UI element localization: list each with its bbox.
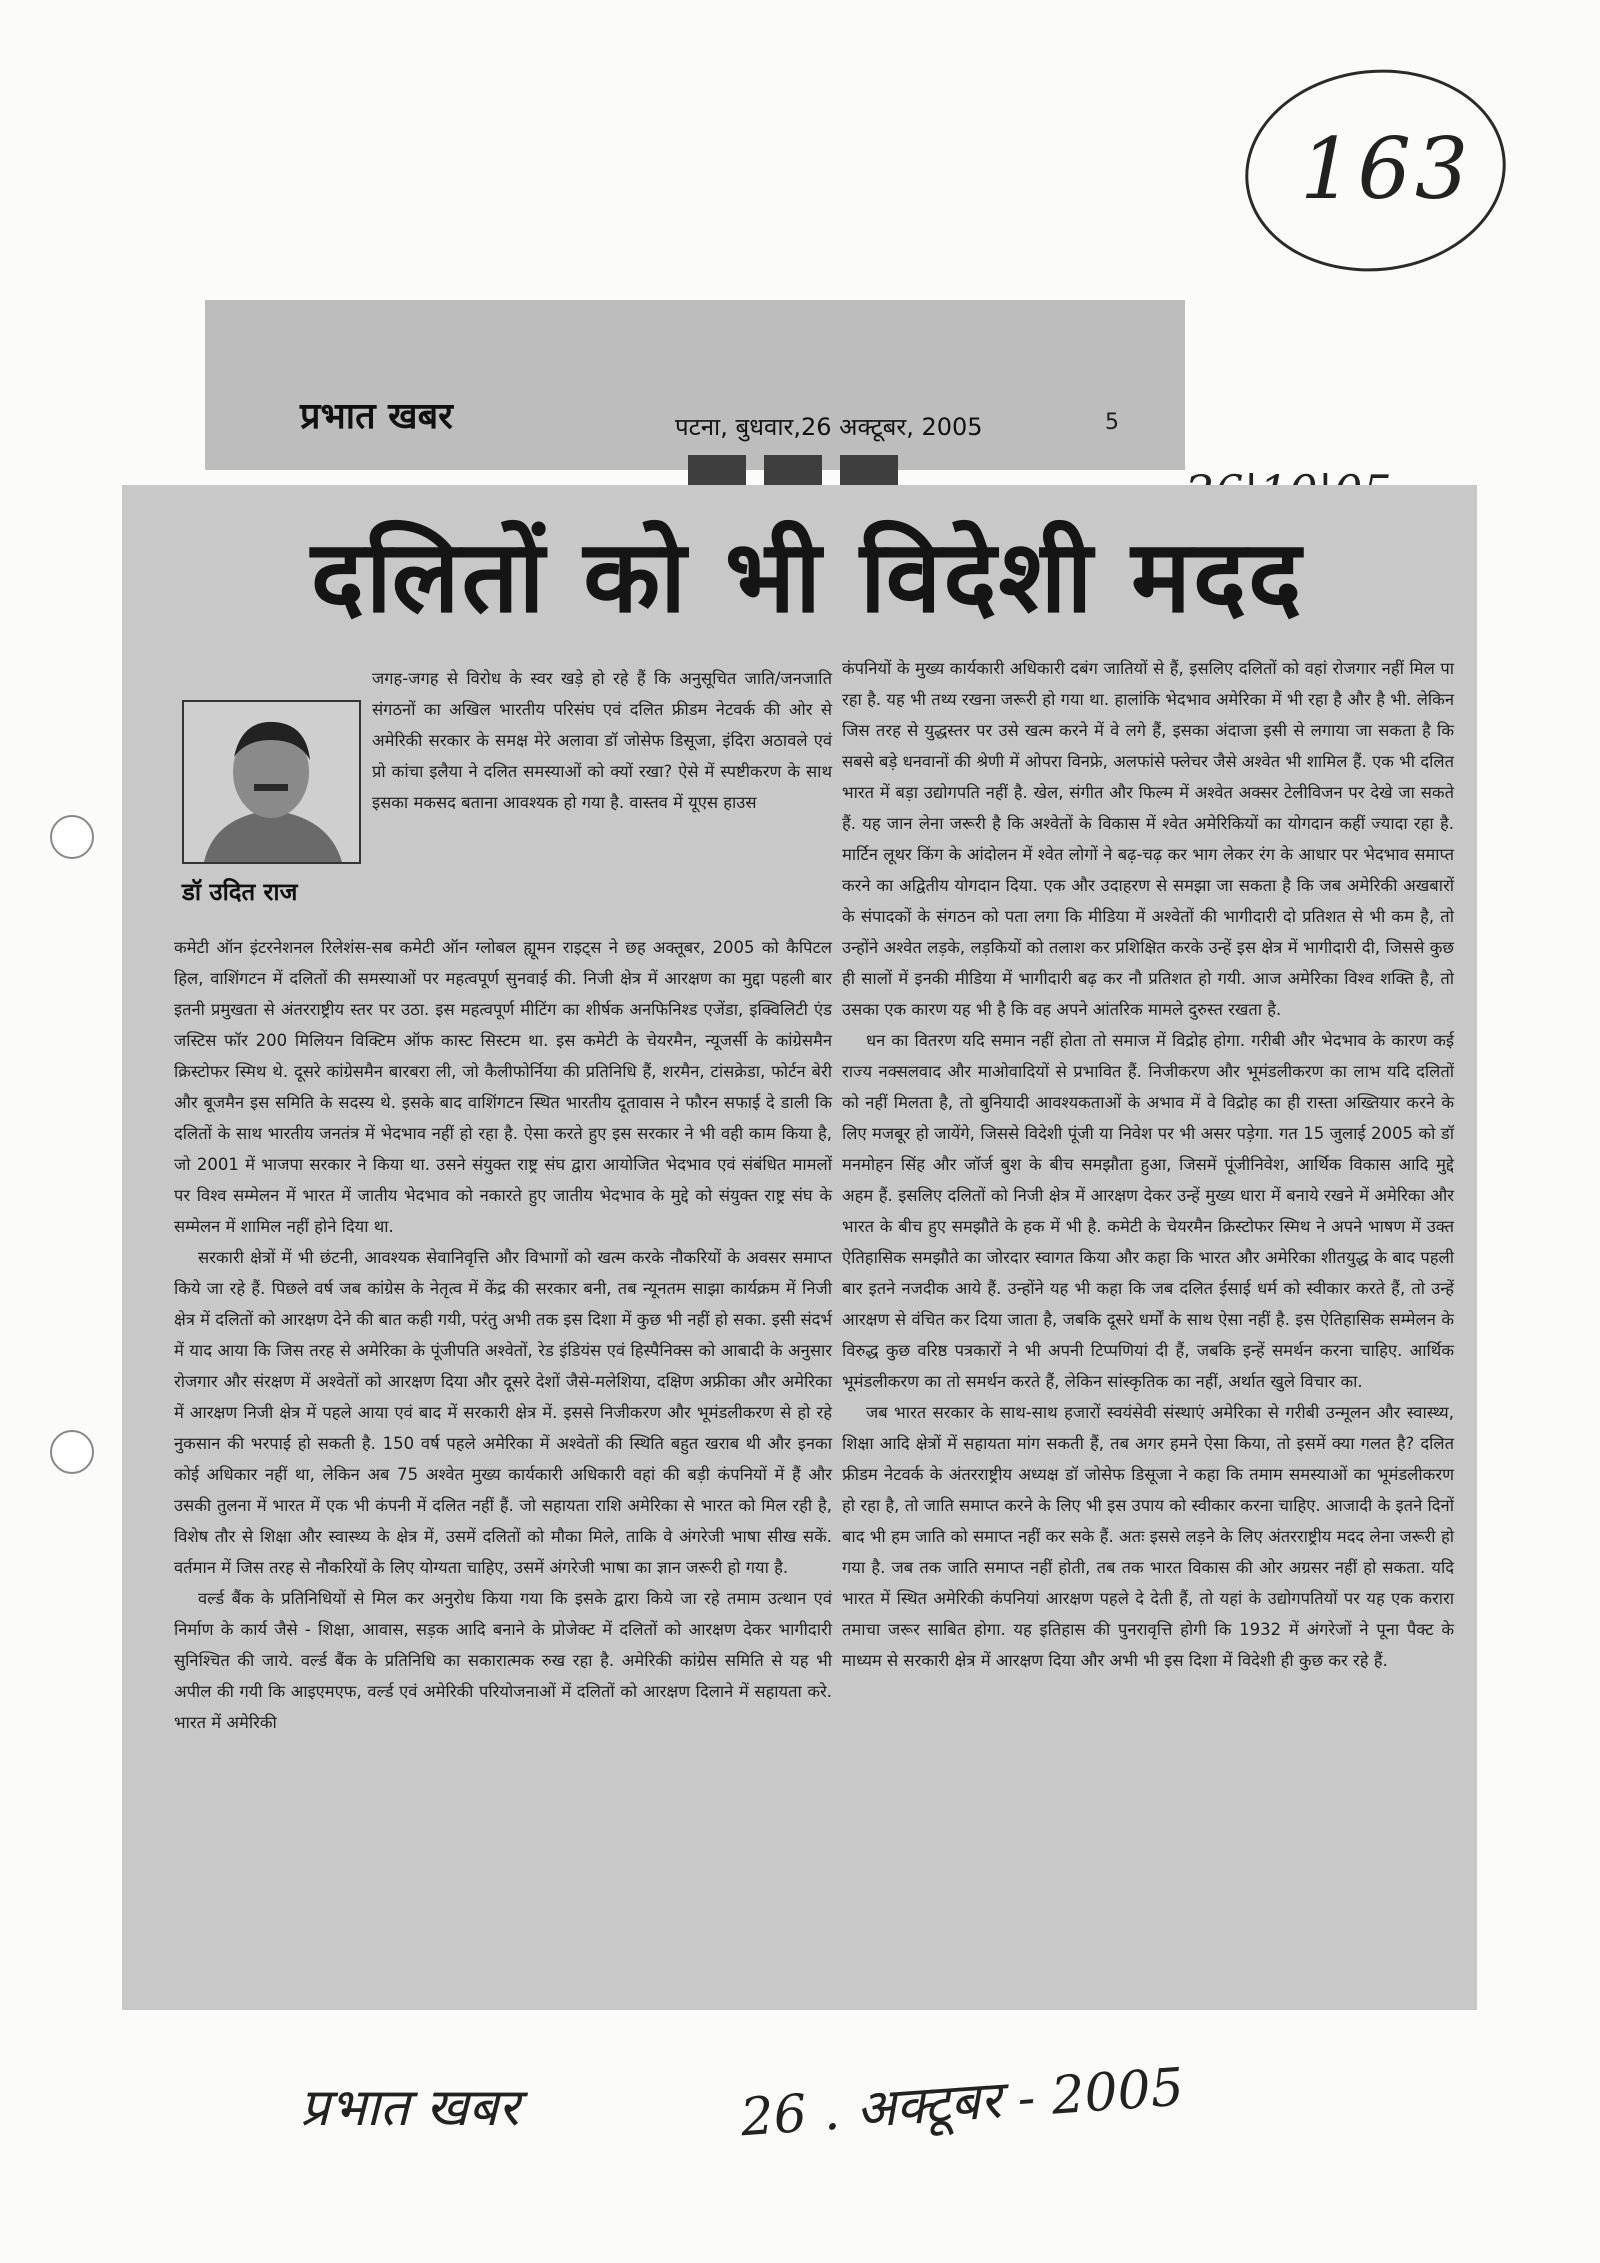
- author-name: डॉ उदित राज: [182, 878, 298, 906]
- section-tab: [840, 455, 898, 485]
- section-tab: [764, 455, 822, 485]
- paragraph: जब भारत सरकार के साथ-साथ हजारों स्वयंसेवी संस्थाएं अमेरिका से गरीबी उन्मूलन और स्वास्थ्य, शिक्षा आदि क्षेत्रों में सहायता मांग सकती हैं, तब अगर हमने ऐसा किया, तो इसमें क्या गलत है? दलित फ्रीडम नेटवर्क के अंतरराष्ट्रीय अध्यक्ष डॉ जोसेफ डिसूजा ने कहा कि तमाम समस्याओं का भूमंडलीकरण हो रहा है, तो जाति समाप्त करने के लिए भी इस उपाय को स्वीकार करना चाहिए. आजादी के इतने दिनों बाद भी हम जाति को समाप्त नहीं कर सके हैं. अतः इससे लड़ने के लिए अंतरराष्ट्रीय मदद लेना जरूरी हो गया है. जब तक जाति समाप्त नहीं होती, तब तक भारत विकास की ओर अग्रसर नहीं हो सकता. यदि भारत में स्थित अमेरिकी कंपनियां आरक्षण पहले दे देती हैं, तो यहां के उद्योगपतियों पर यह एक करारा तमाचा जरूर साबित होगा. यह इतिहास की पुनरावृत्ति होगी कि 1932 में अंगरेजों ने पूना पैक्ट के माध्यम से सरकारी क्षेत्र में आरक्षण दिया और अभी भी इस दिशा में विदेशी ही कुछ कर रहे हैं.: [842, 1403, 1454, 1670]
- paragraph: सरकारी क्षेत्रों में भी छंटनी, आवश्यक सेवानिवृत्ति और विभागों को खत्म करके नौकरियों के अवसर समाप्त किये जा रहे हैं. पिछले वर्ष जब कांग्रेस के नेतृत्व में केंद्र की सरकार बनी, तब न्यूनतम साझा कार्यक्रम में निजी क्षेत्र में दलितों को आरक्षण देने की बात कही गयी, परंतु अभी तक इस दिशा में कुछ भी नहीं हो सका. इसी संदर्भ में याद आया कि जिस तरह से अमेरिका के पूंजीपति अश्वेतों, रेड इंडियंस एवं हिस्पैनिक्स को आबादी के अनुसार रोजगार और संरक्षण में अश्वेतों को आरक्षण दिया और दूसरे देशों जैसे-मलेशिया, दक्षिण अफ्रीका और अमेरिका में आरक्षण निजी क्षेत्र में पहले आया एवं बाद में सरकारी क्षेत्र में. इससे निजीकरण और भूमंडलीकरण से हो रहे नुकसान की भरपाई हो सकती है. 150 वर्ष पहले अमेरिका में अश्वेतों की स्थिति बहुत खराब थी और इनका कोई अधिकार नहीं था, लेकिन अब 75 अश्वेत मुख्य कार्यकारी अधिकारी वहां की बड़ी कंपनियों में हैं और उसकी तुलना में भारत में एक भी कंपनी में दलित नहीं हैं. जो सहायता राशि अमेरिका से भारत को मिल रही है, विशेष तौर से शिक्षा और स्वास्थ्य के क्षेत्र में, उसमें दलितों को मौका मिले, ताकि वे अंगरेजी भाषा सीख सकें. वर्तमान में जिस तरह से नौकरियों के लिए योग्यता चाहिए, उसमें अंगरेजी भाषा का ज्ञान जरूरी हो गया है.: [174, 1248, 832, 1577]
- page-number: 163: [1300, 120, 1473, 218]
- paragraph: कंपनियों के मुख्य कार्यकारी अधिकारी दबंग जातियों से हैं, इसलिए दलितों को वहां रोजगार नहीं मिल पा रहा है. यह भी तथ्य रखना जरूरी हो गया था. हालांकि भेदभाव अमेरिका में भी रहा है और है भी. लेकिन जिस तरह से युद्धस्तर पर उसे खत्म करने में वे लगे हैं, इसका अंदाजा इसी से लगाया जा सकता है कि सबसे बड़े धनवानों की श्रेणी में ओपरा विनफ्रे, अलफांसे फ्लेचर जैसे अश्वेत भी शामिल हैं. एक भी दलित भारत में बड़ा उद्योगपति नहीं है. खेल, संगीत और फिल्म में अश्वेत अक्सर टेलीविजन पर देखे जा सकते हैं. यह जान लेना जरूरी है कि अश्वेतों के विकास में श्वेत अमेरिकियों का योगदान कहीं ज्यादा रहा है. मार्टिन लूथर किंग के आंदोलन में श्वेत लोगों ने बढ़-चढ़ कर भाग लेकर रंग के आधार पर भेदभाव समाप्त करने का अद्वितीय योगदान दिया. एक और उदाहरण से समझा जा सकता है कि जब अमेरिकी अखबारों के संपादकों के संगठन को पता लगा कि मीडिया में अश्वेतों की भागीदारी दो प्रतिशत से भी कम है, तो उन्होंने अश्वेत लड़के, लड़कियों को तलाश कर प्रशिक्षित करके उन्हें इस क्षेत्र में भागीदारी दी, जिससे कुछ ही सालों में इनकी मीडिया में भागीदारी बढ़ कर नौ प्रतिशत हो गयी. आज अमेरिका विश्व शक्ति है, तो उसका एक कारण यह भी है कि वह अपने आंतरिक मामले दुरुस्त रखता है.: [842, 659, 1454, 1019]
- right-column: [842, 653, 1454, 1676]
- masthead: प्रभात खबर: [300, 396, 453, 437]
- handwritten-source: प्रभात खबर: [300, 2078, 520, 2138]
- punch-hole-bottom: [50, 1430, 94, 1474]
- punch-hole-top: [50, 815, 94, 859]
- paragraph: धन का वितरण यदि समान नहीं होता तो समाज में विद्रोह होगा. गरीबी और भेदभाव के कारण कई राज्य नक्सलवाद और माओवादियों से प्रभावित हैं. निजीकरण और भूमंडलीकरण का लाभ यदि दलितों को नहीं मिलता है, तो बुनियादी आवश्यकताओं के अभाव में वे विद्रोह का ही रास्ता अख्तियार करने के लिए मजबूर हो जायेंगे, जिससे विदेशी पूंजी या निवेश पर भी असर पड़ेगा. गत 15 जुलाई 2005 को डॉ मनमोहन सिंह और जॉर्ज बुश के बीच समझौता हुआ, जिसमें पूंजीनिवेश, आर्थिक विकास आदि मुद्दे अहम हैं. इसलिए दलितों को निजी क्षेत्र में आरक्षण देकर उन्हें मुख्य धारा में बनाये रखने में अमेरिका और भारत के बीच हुए समझौते के हक में भी है. कमेटी के चेयरमैन क्रिस्टोफर स्मिथ ने अपने भाषण में उक्त ऐतिहासिक समझौते का जोरदार स्वागत किया और कहा कि भारत और अमेरिका शीतयुद्ध के बाद पहली बार इतने नजदीक आये हैं. उन्होंने यह भी कहा कि जब दलित ईसाई धर्म को स्वीकार करते हैं, तो उन्हें आरक्षण से वंचित कर दिया जाता है, जबकि दूसरे धर्मों के साथ ऐसा नहीं है. इस ऐतिहासिक सम्मेलन के विरुद्ध कुछ वरिष्ठ पत्रकारों ने भी अपनी टिप्पणियां दी हैं, जबकि इन्हें समर्थन करना चाहिए. आर्थिक भूमंडलीकरण का तो समर्थन करते हैं, लेकिन सांस्कृतिक का नहीं, अर्थात खुले विचार का.: [842, 1031, 1454, 1391]
- intro-paragraph: जगह-जगह से विरोध के स्वर खड़े हो रहे हैं कि अनुसूचित जाति/जनजाति संगठनों का अखिल भारतीय परिसंघ एवं दलित फ्रीडम नेटवर्क की ओर से अमेरिकी सरकार के समक्ष मेरे अलावा डॉ जोसेफ डिसूजा, इंदिरा अठावले एवं प्रो कांचा इलैया ने दलित समस्याओं को क्यों रखा? ऐसे में स्पष्टीकरण के साथ इसका मकसद बताना आवश्यक हो गया है. वास्तव में यूएस हाउस: [372, 669, 832, 812]
- left-column: [174, 932, 832, 1738]
- section-tab: [688, 455, 746, 485]
- article-clipping: [122, 485, 1477, 2010]
- paragraph: कमेटी ऑन इंटरनेशनल रिलेशंस-सब कमेटी ऑन ग्लोबल ह्यूमन राइट्स ने छह अक्तूबर, 2005 को कैपिटल हिल, वाशिंगटन में दलितों की समस्याओं पर महत्वपूर्ण सुनवाई की. निजी क्षेत्र में आरक्षण का मुद्दा पहली बार इतनी प्रमुखता से अंतरराष्ट्रीय स्तर पर उठा. इस महत्वपूर्ण मीटिंग का शीर्षक अनफिनिश्ड एजेंडा, इक्विलिटी एंड जस्टिस फॉर 200 मिलियन विक्टिम ऑफ कास्ट सिस्टम था. इस कमेटी के चेयरमैन, न्यूजर्सी के कांग्रेसमैन क्रिस्टोफर स्मिथ थे. दूसरे कांग्रेसमैन बारबरा ली, जो कैलीफोर्निया की प्रतिनिधि हैं, शरमैन, टांसक्रेडा, फोर्टन बेरी और बूजमैन इस समिति के सदस्य थे. इसके बाद वाशिंगटन स्थित भारतीय दूतावास ने फौरन सफाई दे डाली कि दलितों के साथ भारतीय जनतंत्र में भेदभाव नहीं हो रहा है. ऐसा करते हुए इस सरकार ने भी वही काम किया है, जो 2001 में भाजपा सरकार ने किया था. उसने संयुक्त राष्ट्र संघ द्वारा आयोजित भेदभाव एवं संबंधित मामलों पर विश्व सम्मेलन में भारत में जातीय भेदभाव को नकारते हुए जातीय भेदभाव के मुद्दे को संयुक्त राष्ट्र संघ के सम्मेलन में शामिल नहीं होने दिया था.: [174, 938, 832, 1236]
- newspaper-header-strip: [205, 300, 1185, 470]
- author-portrait: [184, 702, 359, 862]
- dateline: पटना, बुधवार,26 अक्टूबर, 2005: [675, 413, 983, 441]
- paragraph: वर्ल्ड बैंक के प्रतिनिधियों से मिल कर अनुरोध किया गया कि इसके द्वारा किये जा रहे तमाम उत्थान एवं निर्माण के कार्य जैसे - शिक्षा, आवास, सड़क आदि बनाने के प्रोजेक्ट में दलितों को आरक्षण देकर भागीदारी सुनिश्चित की जाये. वर्ल्ड बैंक के प्रतिनिधि का सकारात्मक रुख रहा है. अमेरिकी कांग्रेस समिति से यह भी अपील की गयी कि आइएमएफ, वर्ल्ड एवं अमेरिकी परियोजनाओं में दलितों को आरक्षण दिलाने में सहायता करे. भारत में अमेरिकी: [174, 1589, 832, 1732]
- page-marker: 5: [1105, 410, 1119, 435]
- headline: दलितों को भी विदेशी मदद: [310, 517, 1304, 635]
- author-photo: [182, 700, 361, 864]
- section-tabs: [688, 455, 898, 485]
- handwritten-date: 26 . अक्टूबर - 2005: [738, 2057, 1186, 2149]
